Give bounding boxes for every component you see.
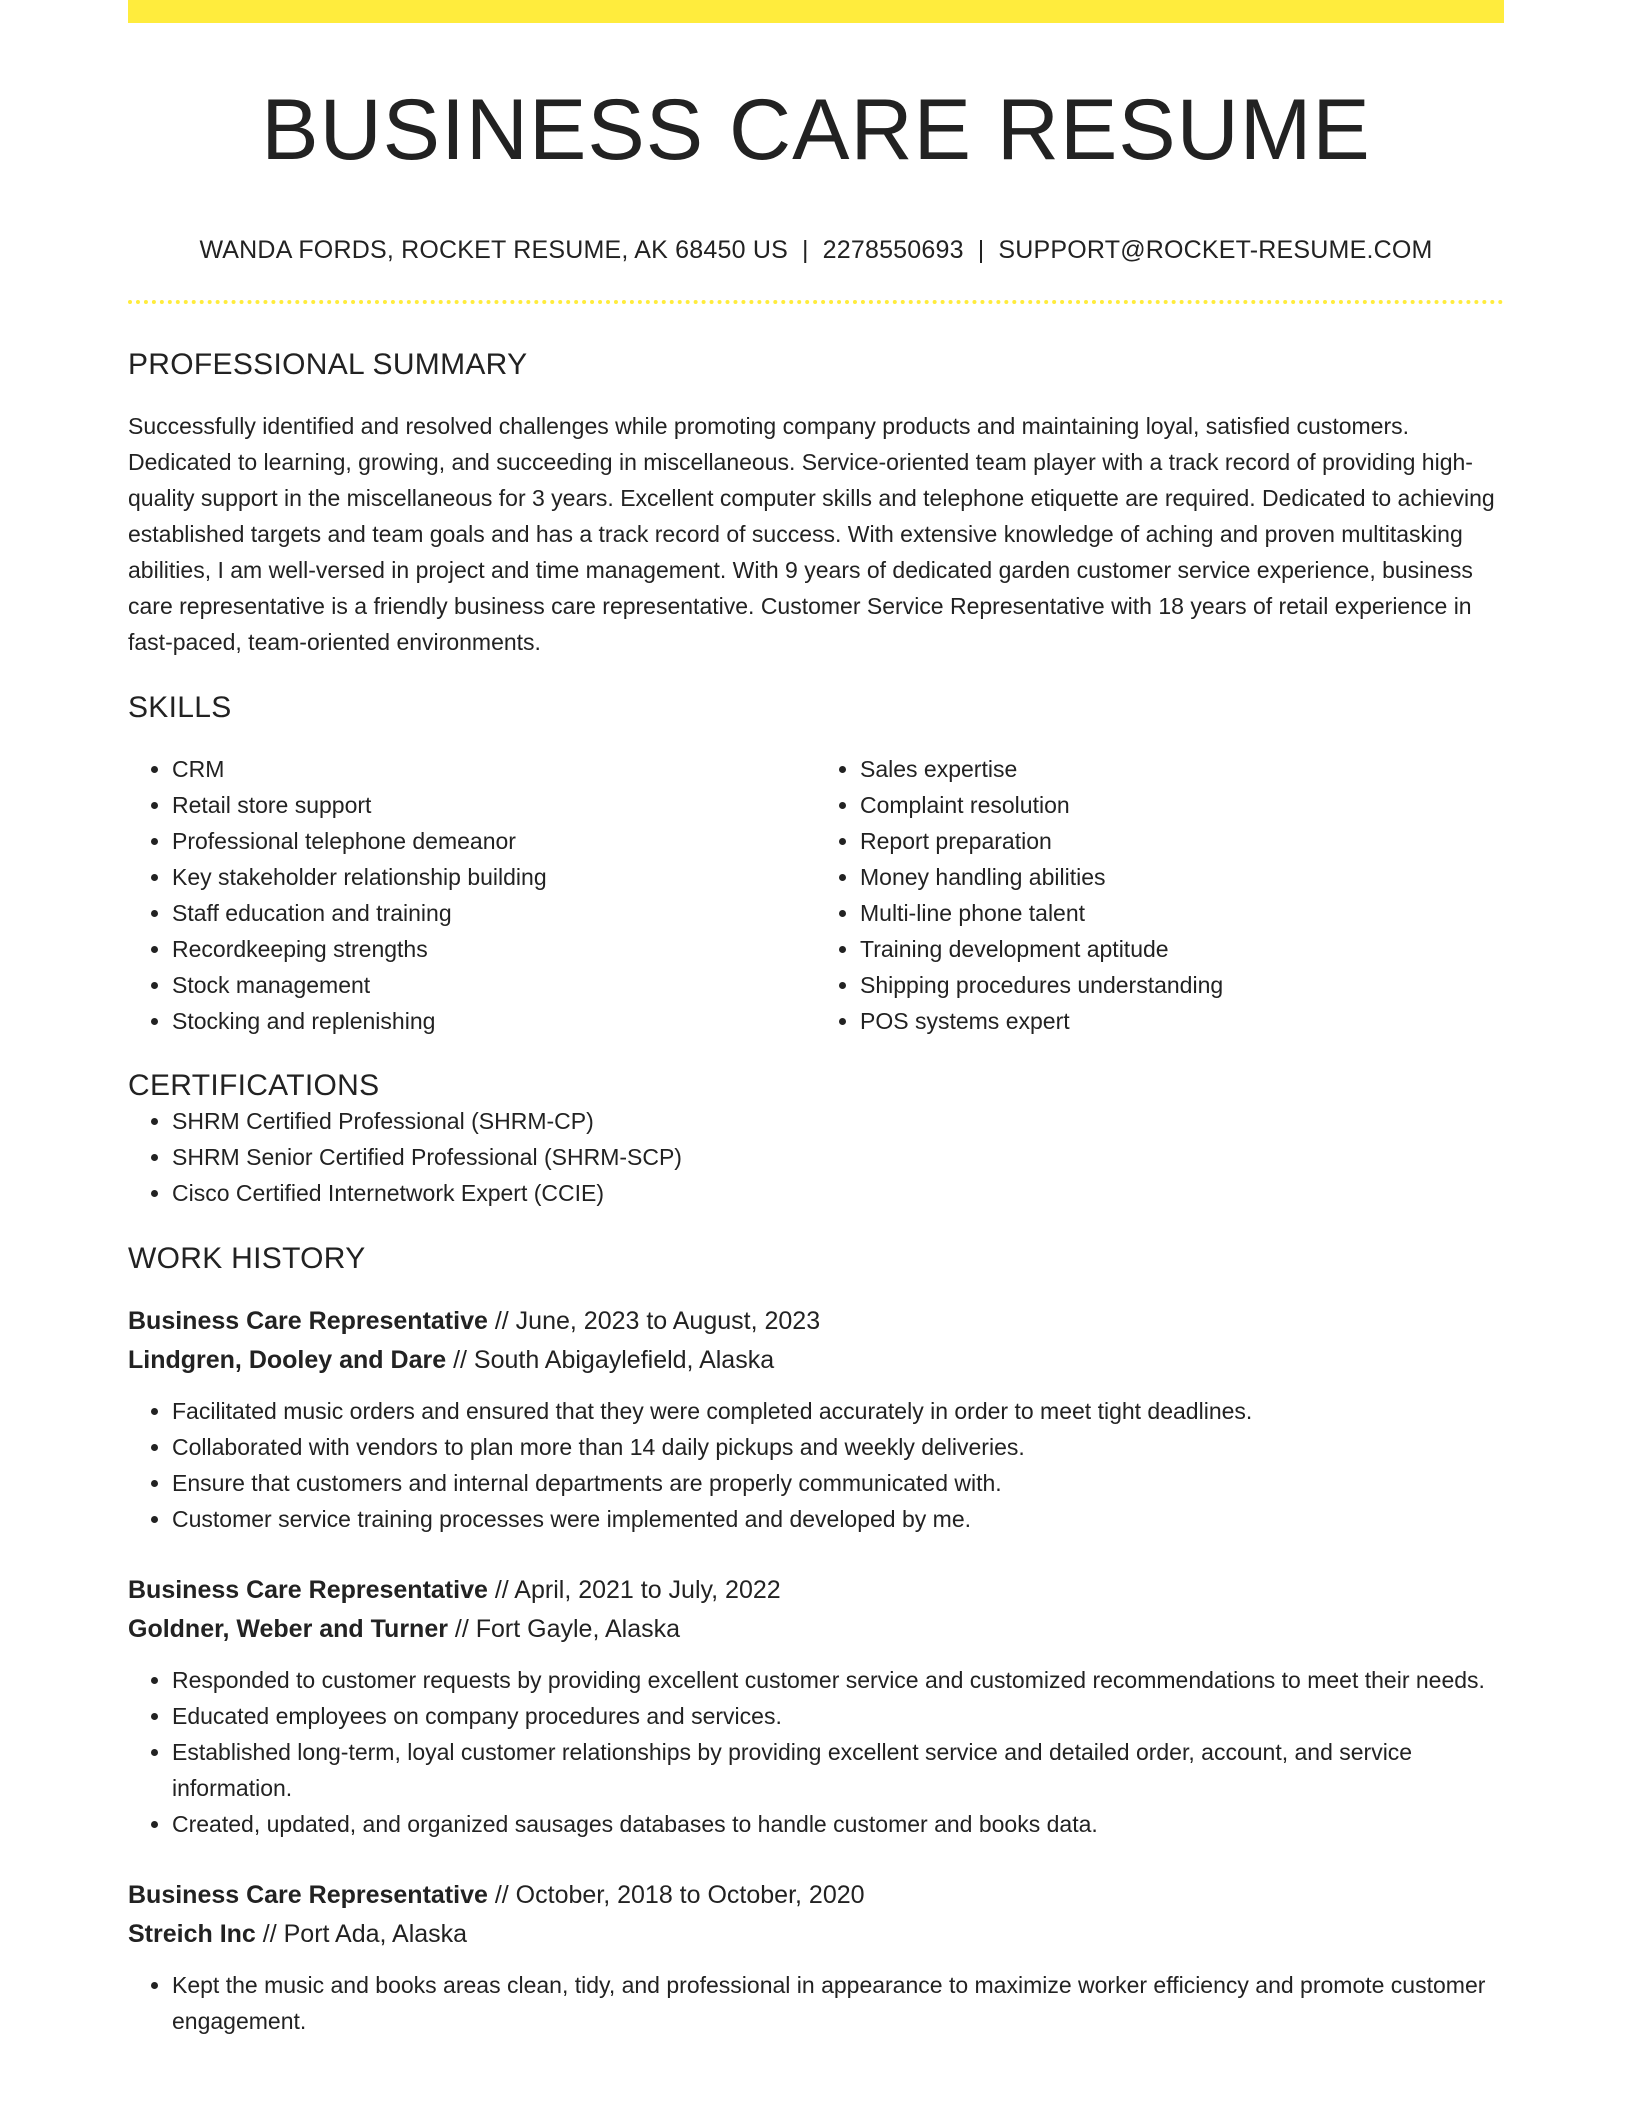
contact-separator: | <box>801 235 809 264</box>
job-duties-list <box>128 1662 1504 1842</box>
list-item: • Facilitated music orders and ensured that they were completed accurately in order to meet tight deadlines. <box>172 1393 1504 1429</box>
summary-heading: PROFESSIONAL SUMMARY <box>128 347 528 381</box>
job-dates: // June, 2023 to August, 2023 <box>494 1306 821 1335</box>
job-entry <box>128 1571 1504 1842</box>
list-item: • Created, updated, and organized sausages databases to handle customer and books data. <box>172 1806 1504 1842</box>
job-title-line <box>128 1302 1504 1341</box>
list-item: • Collaborated with vendors to plan more than 14 daily pickups and weekly deliveries. <box>172 1429 1504 1465</box>
job-entry <box>128 1876 1504 2039</box>
job-location: // Port Ada, Alaska <box>262 1919 468 1948</box>
contact-address: WANDA FORDS, ROCKET RESUME, AK 68450 US <box>199 235 788 264</box>
work-history-heading: WORK HISTORY <box>128 1241 366 1275</box>
list-item: • Ensure that customers and internal departments are properly communicated with. <box>172 1465 1504 1501</box>
job-title-line <box>128 1571 1504 1610</box>
contact-separator: | <box>977 235 985 264</box>
list-item: • CRM <box>172 751 816 787</box>
job-location: // South Abigaylefield, Alaska <box>453 1345 775 1374</box>
job-dates: // October, 2018 to October, 2020 <box>494 1880 865 1909</box>
job-company: Lindgren, Dooley and Dare <box>128 1345 447 1374</box>
contact-line <box>128 236 1504 265</box>
list-item: • Shipping procedures understanding <box>860 967 1504 1003</box>
job-company-line <box>128 1915 1504 1954</box>
job-dates: // April, 2021 to July, 2022 <box>494 1575 781 1604</box>
list-item: • Report preparation <box>860 823 1504 859</box>
job-duties-list <box>128 1393 1504 1537</box>
list-item: • Staff education and training <box>172 895 816 931</box>
job-title: Business Care Representative <box>128 1575 488 1604</box>
list-item: • POS systems expert <box>860 1003 1504 1039</box>
job-duties-list <box>128 1967 1504 2039</box>
job-company: Streich Inc <box>128 1919 256 1948</box>
job-company-line <box>128 1341 1504 1380</box>
list-item: • Stocking and replenishing <box>172 1003 816 1039</box>
list-item: • Customer service training processes were implemented and developed by me. <box>172 1501 1504 1537</box>
list-item: • Stock management <box>172 967 816 1003</box>
list-item: • Cisco Certified Internetwork Expert (CCIE) <box>172 1175 1504 1211</box>
skills-left-list <box>128 751 816 1039</box>
list-item: • Complaint resolution <box>860 787 1504 823</box>
job-entry <box>128 1302 1504 1537</box>
list-item: • Professional telephone demeanor <box>172 823 816 859</box>
certifications-list <box>128 1103 1504 1211</box>
list-item: • Responded to customer requests by providing excellent customer service and customized recommendations to meet their needs. <box>172 1662 1504 1698</box>
document-title: BUSINESS CARE RESUME <box>261 82 1371 178</box>
job-location: // Fort Gayle, Alaska <box>454 1614 681 1643</box>
list-item: • Educated employees on company procedures and services. <box>172 1698 1504 1734</box>
list-item: • Training development aptitude <box>860 931 1504 967</box>
skills-grid <box>128 751 1504 1039</box>
list-item: • Recordkeeping strengths <box>172 931 816 967</box>
job-title: Business Care Representative <box>128 1880 488 1909</box>
contact-phone: 2278550693 <box>822 235 964 264</box>
job-company: Goldner, Weber and Turner <box>128 1614 448 1643</box>
list-item: • SHRM Certified Professional (SHRM-CP) <box>172 1103 1504 1139</box>
list-item: • Sales expertise <box>860 751 1504 787</box>
skills-right-list <box>816 751 1504 1039</box>
summary-text: Successfully identified and resolved challenges while promoting company products and maintaining loyal, satisfied customers. Dedicated to learning, growing, and succeeding in miscellaneous. Service-oriented team player with a track record of providing high-quality support in the miscellaneous for 3 years. Excellent computer skills and telephone etiquette are required. Dedicated to achieving established targets and team goals and has a track record of success. With extensive knowledge of aching and proven multitasking abilities, I am well-versed in project and time management. With 9 years of dedicated garden customer service experience, business care representative is a friendly business care representative. Customer Service Representative with 18 years of retail experience in fast-paced, team-oriented environments. <box>128 412 1495 655</box>
certifications-heading: CERTIFICATIONS <box>128 1068 380 1102</box>
list-item: • Money handling abilities <box>860 859 1504 895</box>
list-item: • SHRM Senior Certified Professional (SHRM-SCP) <box>172 1139 1504 1175</box>
list-item: • Kept the music and books areas clean, tidy, and professional in appearance to maximize worker efficiency and promote customer engagement. <box>172 1967 1504 2039</box>
list-item: • Established long-term, loyal customer relationships by providing excellent service and detailed order, account, and service information. <box>172 1734 1504 1806</box>
dotted-divider <box>128 300 1504 304</box>
top-accent-bar <box>128 0 1504 23</box>
job-company-line <box>128 1610 1504 1649</box>
skills-heading: SKILLS <box>128 690 232 724</box>
list-item: • Retail store support <box>172 787 816 823</box>
resume-page <box>128 0 1504 2039</box>
job-title-line <box>128 1876 1504 1915</box>
job-title: Business Care Representative <box>128 1306 488 1335</box>
list-item: • Key stakeholder relationship building <box>172 859 816 895</box>
list-item: • Multi-line phone talent <box>860 895 1504 931</box>
contact-email: SUPPORT@ROCKET-RESUME.COM <box>998 235 1433 264</box>
